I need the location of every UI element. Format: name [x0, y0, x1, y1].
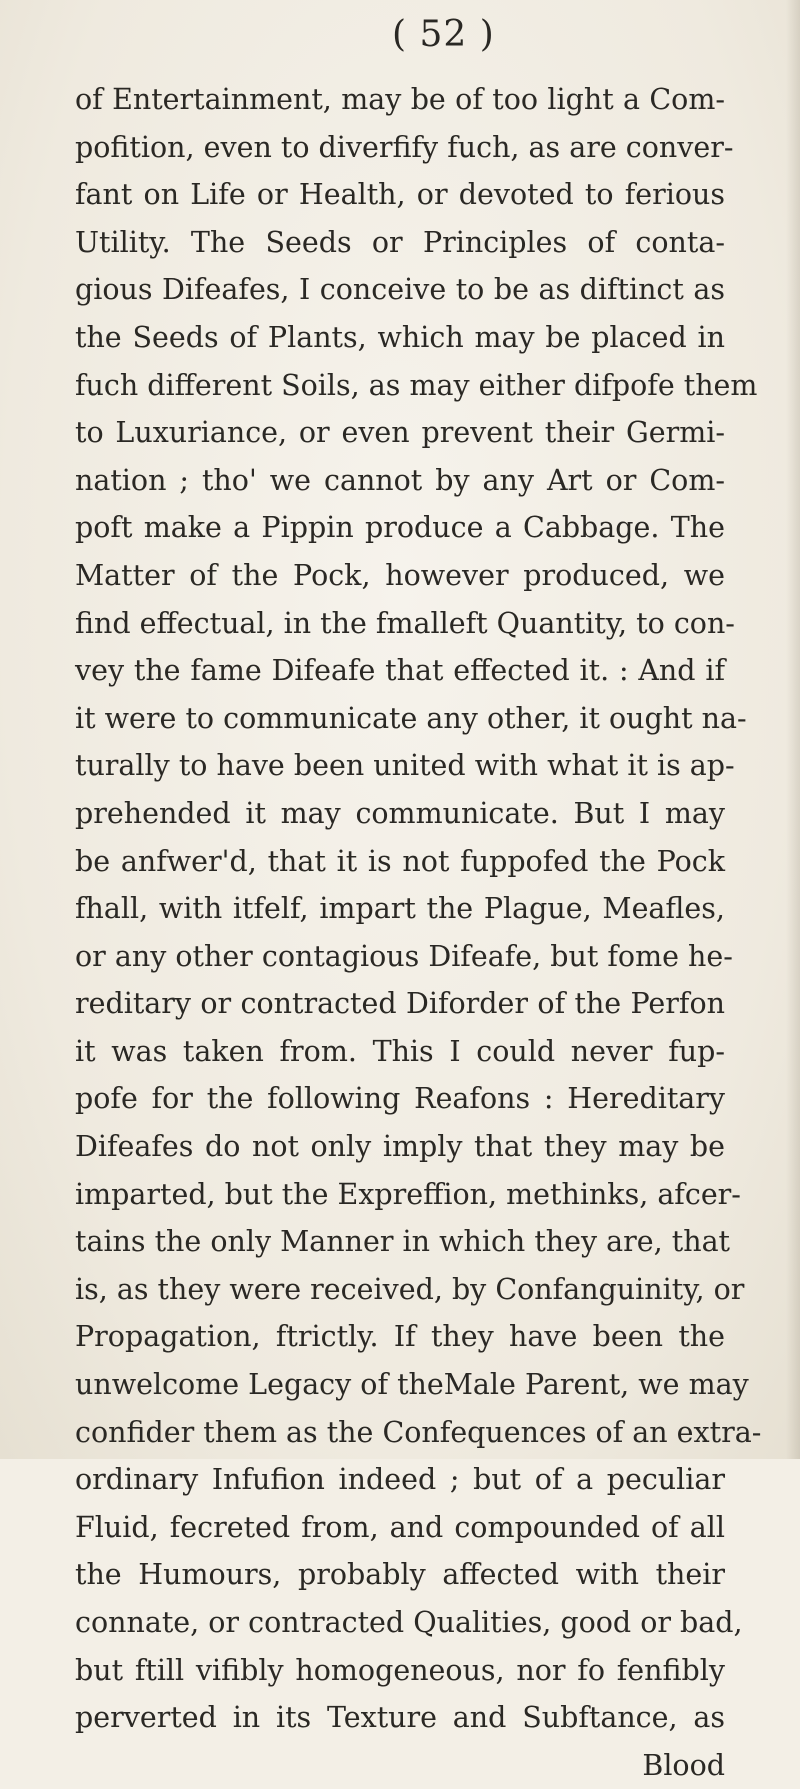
page-edge-shadow [786, 0, 800, 1459]
body-text [75, 76, 762, 1789]
text-line: but ftill vifibly homogeneous, nor fo fenfibly [75, 1653, 725, 1687]
catchword: Blood [642, 1748, 725, 1782]
text-line: Matter of the Pock, however produced, we [75, 558, 725, 592]
text-line: Propagation, ftrictly. If they have been the [75, 1320, 725, 1354]
text-line: connate, or contracted Qualities, good or bad, [75, 1606, 743, 1639]
text-line: find effectual, in the fmalleft Quantity, to con- [75, 606, 735, 640]
text-line: tains the only Manner in which they are, that [75, 1225, 731, 1259]
text-line: reditary or contracted Diforder of the Perfon [75, 987, 725, 1021]
text-line: it was taken from. This I could never fup- [75, 1034, 725, 1068]
text-line: the Humours, probably affected with their [75, 1558, 725, 1592]
text-line: ordinary Infufion indeed ; but of a peculiar [75, 1463, 725, 1497]
text-line: pofition, even to diverfify fuch, as are conver- [75, 130, 734, 164]
text-line: fhall, with itfelf, impart the Plague, Meafles, [75, 892, 725, 926]
text-line: gious Difeafes, I conceive to be as diftinct as [75, 273, 725, 307]
text-line: confider them as the Confequences of an extra- [75, 1415, 762, 1449]
page-number: ( 52 ) [392, 14, 495, 55]
text-line: it were to communicate any other, it ought na- [75, 701, 747, 735]
text-line: or any other contagious Difeafe, but fome he- [75, 939, 733, 973]
text-line: be anfwer'd, that it is not fuppofed the Pock [75, 844, 725, 878]
text-line: Fluid, fecreted from, and compounded of all [75, 1510, 725, 1544]
text-line: perverted in its Texture and Subftance, as [75, 1701, 725, 1735]
text-line: fant on Life or Health, or devoted to ferious [75, 178, 725, 212]
text-line: the Seeds of Plants, which may be placed in [75, 320, 725, 354]
text-line: Difeafes do not only imply that they may be [75, 1130, 725, 1164]
text-line: is, as they were received, by Confanguinity, or [75, 1272, 745, 1306]
text-line: pofe for the following Reafons : Hereditary [75, 1082, 725, 1116]
text-line: fuch different Soils, as may either difpofe them [75, 368, 758, 402]
text-line: Utility. The Seeds or Principles of conta- [75, 225, 725, 259]
text-line: prehended it may communicate. But I may [75, 796, 725, 830]
text-line: unwelcome Legacy of theMale Parent, we may [75, 1368, 749, 1402]
text-line: imparted, but the Expreffion, methinks, afcer- [75, 1177, 741, 1211]
text-line: poft make a Pippin produce a Cabbage. The [75, 511, 725, 545]
text-line: nation ; tho' we cannot by any Art or Com- [75, 463, 725, 497]
text-line: of Entertainment, may be of too light a Com- [75, 83, 725, 116]
text-line: vey the fame Difeafe that effected it. : And if [75, 654, 725, 688]
text-line: to Luxuriance, or even prevent their Germi- [75, 416, 725, 450]
text-line: turally to have been united with what it is ap- [75, 749, 735, 783]
